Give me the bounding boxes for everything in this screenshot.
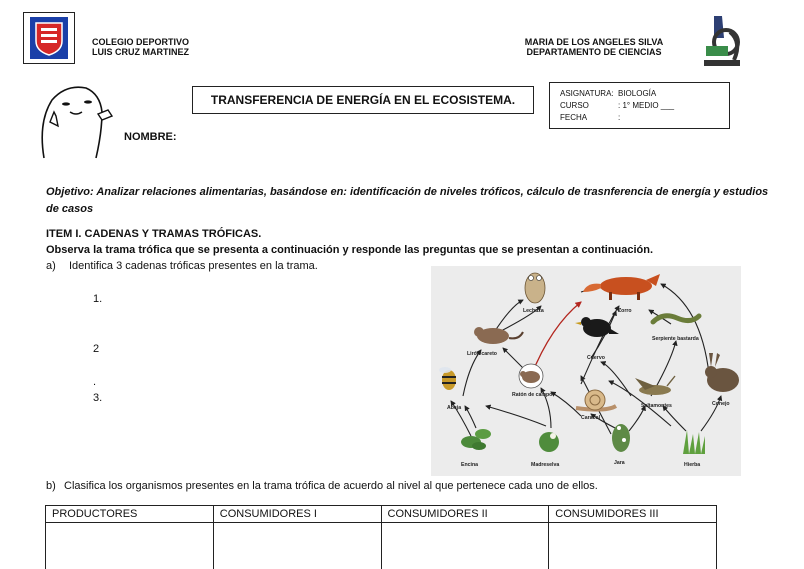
- shield-logo-icon: [24, 13, 74, 63]
- answer-cell-consumidores-1[interactable]: [213, 523, 381, 569]
- answer-number-1: 1.: [93, 293, 103, 305]
- item-title: ITEM I. CADENAS Y TRAMAS TRÓFICAS.: [46, 228, 262, 240]
- question-b: [46, 480, 598, 492]
- question-a-label: a): [46, 260, 56, 272]
- department-name: DEPARTAMENTO DE CIENCIAS: [526, 47, 662, 57]
- page-title: TRANSFERENCIA DE ENERGÍA EN EL ECOSISTEMA.: [192, 86, 534, 114]
- food-web-image: [431, 266, 741, 476]
- grass-icon: [683, 430, 705, 454]
- fecha-label: FECHA: [560, 113, 588, 122]
- teacher-info: [518, 37, 670, 57]
- microscope-logo: [700, 12, 746, 70]
- label-caracol: Caracol: [581, 415, 601, 421]
- rabbit-icon: [705, 353, 739, 392]
- school-line-2: LUIS CRUZ MARTINEZ: [92, 47, 189, 57]
- label-lechuza: Lechuza: [523, 308, 544, 314]
- honeysuckle-icon: [539, 432, 559, 452]
- answer-cell-consumidores-2[interactable]: [381, 523, 549, 569]
- bee-icon: [439, 367, 456, 390]
- curso-label: CURSO: [560, 101, 589, 110]
- label-encina: Encina: [461, 462, 479, 468]
- label-hierba: Hierba: [684, 462, 701, 468]
- school-line-1: COLEGIO DEPORTIVO: [92, 37, 190, 47]
- question-b-label: b): [46, 480, 56, 492]
- curso-value: : 1° MEDIO ___: [618, 101, 675, 110]
- rockrose-icon: [612, 424, 630, 452]
- fecha-value: :: [618, 113, 621, 122]
- label-madreselva: Madreselva: [531, 462, 560, 468]
- snail-icon: [576, 390, 616, 410]
- food-web-arrows: [451, 284, 721, 436]
- mouse-icon: [519, 364, 543, 388]
- answer-stray-dot: .: [93, 376, 97, 388]
- label-jara: Jara: [614, 460, 625, 466]
- header-consumidores-3: CONSUMIDORES III: [549, 506, 717, 523]
- answer-number-3: 3.: [93, 392, 103, 404]
- label-raton: Ratón de campo: [512, 392, 553, 398]
- owl-icon: [525, 273, 545, 303]
- fox-icon: [583, 274, 660, 300]
- classification-table: [45, 505, 717, 569]
- question-a-text: Identifica 3 cadenas tróficas presentes en la trama.: [69, 260, 318, 272]
- header-consumidores-1: CONSUMIDORES I: [213, 506, 381, 523]
- objective-text: Objetivo: Analizar relaciones alimentarias, basándose en: identificación de niveles tróficos, cálculo de trasnferencia de energía y estudios de casos: [46, 186, 769, 215]
- question-b-text: Clasifica los organismos presentes en la trama trófica de acuerdo al nivel al que pertenece cada uno de ellos.: [64, 480, 598, 492]
- label-liron: Lirón careto: [467, 351, 497, 357]
- header-consumidores-2: CONSUMIDORES II: [381, 506, 549, 523]
- label-conejo: Conejo: [712, 401, 730, 407]
- answer-number-2: 2: [93, 343, 100, 355]
- label-saltamontes: Saltamontes: [641, 403, 672, 409]
- thinking-face-drawing: [36, 82, 116, 162]
- nombre-label: NOMBRE:: [124, 131, 177, 143]
- grasshopper-icon: [635, 376, 675, 395]
- food-web-diagram: [431, 266, 741, 476]
- answer-cell-productores[interactable]: [46, 523, 214, 569]
- school-name: [92, 37, 189, 57]
- label-zorro: Zorro: [618, 308, 632, 314]
- thinking-face-icon: [36, 82, 116, 162]
- label-serpiente: Serpiente bastarda: [652, 336, 699, 342]
- asignatura-value: BIOLOGÍA: [618, 89, 657, 98]
- asignatura-label: ASIGNATURA:: [560, 89, 614, 98]
- label-abeja: Abeja: [447, 405, 462, 411]
- header-productores: PRODUCTORES: [46, 506, 214, 523]
- instruction-text: Observa la trama trófica que se presenta a continuación y responde las preguntas que se presentan a continuación.: [46, 244, 654, 256]
- dormouse-icon: [474, 327, 523, 344]
- subject-info-box: [549, 82, 730, 129]
- table-row: [46, 523, 717, 569]
- answer-cell-consumidores-3[interactable]: [549, 523, 717, 569]
- label-cuervo: Cuervo: [587, 355, 605, 361]
- question-a: [46, 260, 318, 272]
- oak-icon: [461, 429, 491, 450]
- teacher-name: MARIA DE LOS ANGELES SILVA: [524, 37, 664, 47]
- table-header-row: [46, 506, 717, 523]
- school-logo: [23, 12, 75, 64]
- microscope-icon: [700, 12, 746, 70]
